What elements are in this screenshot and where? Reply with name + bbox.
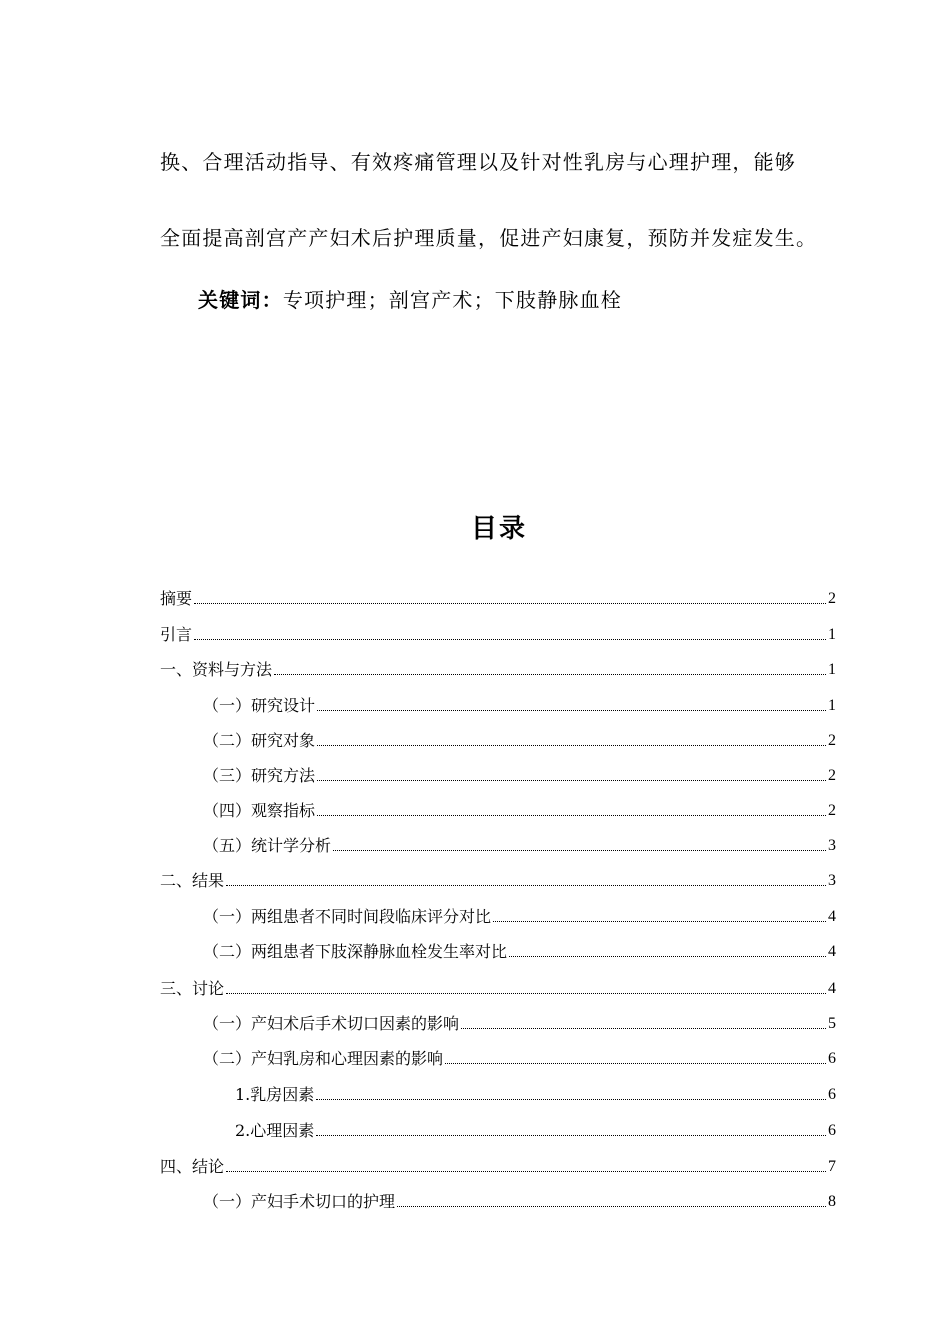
toc-entry-section-3[interactable] (160, 973, 836, 999)
toc-page-number: 6 (828, 1122, 836, 1139)
toc-entry-text: 四、结论 (160, 1157, 225, 1176)
toc-page-number: 1 (828, 626, 836, 643)
toc-entry-text: 摘要 (160, 589, 193, 608)
toc-entry-section-3-2-1[interactable] (235, 1079, 836, 1105)
toc-entry-section-1-4[interactable] (203, 795, 836, 821)
toc-leader-dots (461, 1028, 826, 1029)
toc-entry-section-3-1[interactable] (203, 1008, 836, 1034)
toc-page-number: 3 (828, 837, 836, 854)
toc-leader-dots (333, 850, 826, 851)
abstract-line-2: 全面提高剖宫产产妇术后护理质量，促进产妇康复，预防并发症发生。 (160, 226, 818, 250)
toc-leader-dots (226, 993, 826, 994)
toc-entry-text: （二）产妇乳房和心理因素的影响 (203, 1049, 444, 1068)
toc-entry-text: 一、资料与方法 (160, 660, 273, 679)
toc-entry-abstract[interactable] (160, 583, 836, 609)
toc-leader-dots (274, 674, 826, 675)
toc-entry-text: 1.乳房因素 (235, 1085, 315, 1104)
toc-page-number: 6 (828, 1050, 836, 1067)
toc-entry-section-1-1[interactable] (203, 690, 836, 716)
toc-leader-dots (509, 956, 826, 957)
toc-page-number: 7 (828, 1158, 836, 1175)
toc-entry-text: （一）产妇术后手术切口因素的影响 (203, 1014, 460, 1033)
toc-leader-dots (317, 710, 826, 711)
keywords-label: 关键词： (198, 288, 283, 312)
toc-leader-dots (226, 1171, 826, 1172)
toc-page-number: 3 (828, 872, 836, 889)
toc-page-number: 1 (828, 661, 836, 678)
keywords-value: 专项护理；剖宫产术；下肢静脉血栓 (282, 288, 623, 312)
keywords (198, 286, 878, 314)
toc-leader-dots (316, 1135, 826, 1136)
toc-entry-section-2-2[interactable] (203, 936, 836, 962)
toc-leader-dots (317, 780, 826, 781)
toc-entry-text: 2.心理因素 (235, 1121, 315, 1140)
toc-leader-dots (317, 815, 826, 816)
toc-page-number: 1 (828, 697, 836, 714)
toc-page-number: 4 (828, 943, 836, 960)
toc-entry-section-4[interactable] (160, 1151, 836, 1177)
toc-page-number: 4 (828, 980, 836, 997)
toc-entry-section-2[interactable] (160, 865, 836, 891)
toc-entry-section-1-5[interactable] (203, 830, 836, 856)
toc-entry-text: （一）两组患者不同时间段临床评分对比 (203, 907, 492, 926)
toc-leader-dots (316, 1099, 826, 1100)
toc-page-number: 2 (828, 767, 836, 784)
toc-entry-text: （一）研究设计 (203, 696, 316, 715)
toc-page-number: 2 (828, 802, 836, 819)
toc-entry-section-3-2-2[interactable] (235, 1115, 836, 1141)
toc-entry-text: （四）观察指标 (203, 801, 316, 820)
toc-page-number: 8 (828, 1193, 836, 1210)
toc-title: 目录 (470, 514, 527, 544)
toc-leader-dots (194, 603, 826, 604)
toc-page-number: 5 (828, 1015, 836, 1032)
toc-entry-text: （二）研究对象 (203, 731, 316, 750)
toc-entry-text: （一）产妇手术切口的护理 (203, 1192, 396, 1211)
toc-entry-text: （三）研究方法 (203, 766, 316, 785)
toc-entry-text: （五）统计学分析 (203, 836, 332, 855)
toc-page-number: 6 (828, 1086, 836, 1103)
toc-page-number: 2 (828, 732, 836, 749)
toc-leader-dots (194, 639, 826, 640)
toc-entry-section-2-1[interactable] (203, 901, 836, 927)
toc-entry-section-1[interactable] (160, 654, 836, 680)
toc-entry-text: （二）两组患者下肢深静脉血栓发生率对比 (203, 942, 508, 961)
toc-leader-dots (445, 1063, 826, 1064)
toc-leader-dots (226, 885, 826, 886)
toc-entry-section-1-3[interactable] (203, 760, 836, 786)
toc-page-number: 2 (828, 590, 836, 607)
toc-entry-text: 二、结果 (160, 871, 225, 890)
toc-entry-text: 三、讨论 (160, 979, 225, 998)
toc-entry-introduction[interactable] (160, 619, 836, 645)
toc-page-number: 4 (828, 908, 836, 925)
toc-entry-section-4-1[interactable] (203, 1186, 836, 1212)
toc-entry-text: 引言 (160, 625, 193, 644)
toc-entry-section-3-2[interactable] (203, 1043, 836, 1069)
toc-leader-dots (397, 1206, 826, 1207)
toc-entry-section-1-2[interactable] (203, 725, 836, 751)
toc-leader-dots (493, 921, 826, 922)
abstract-line-1: 换、合理活动指导、有效疼痛管理以及针对性乳房与心理护理，能够 (160, 150, 796, 174)
toc-leader-dots (317, 745, 826, 746)
